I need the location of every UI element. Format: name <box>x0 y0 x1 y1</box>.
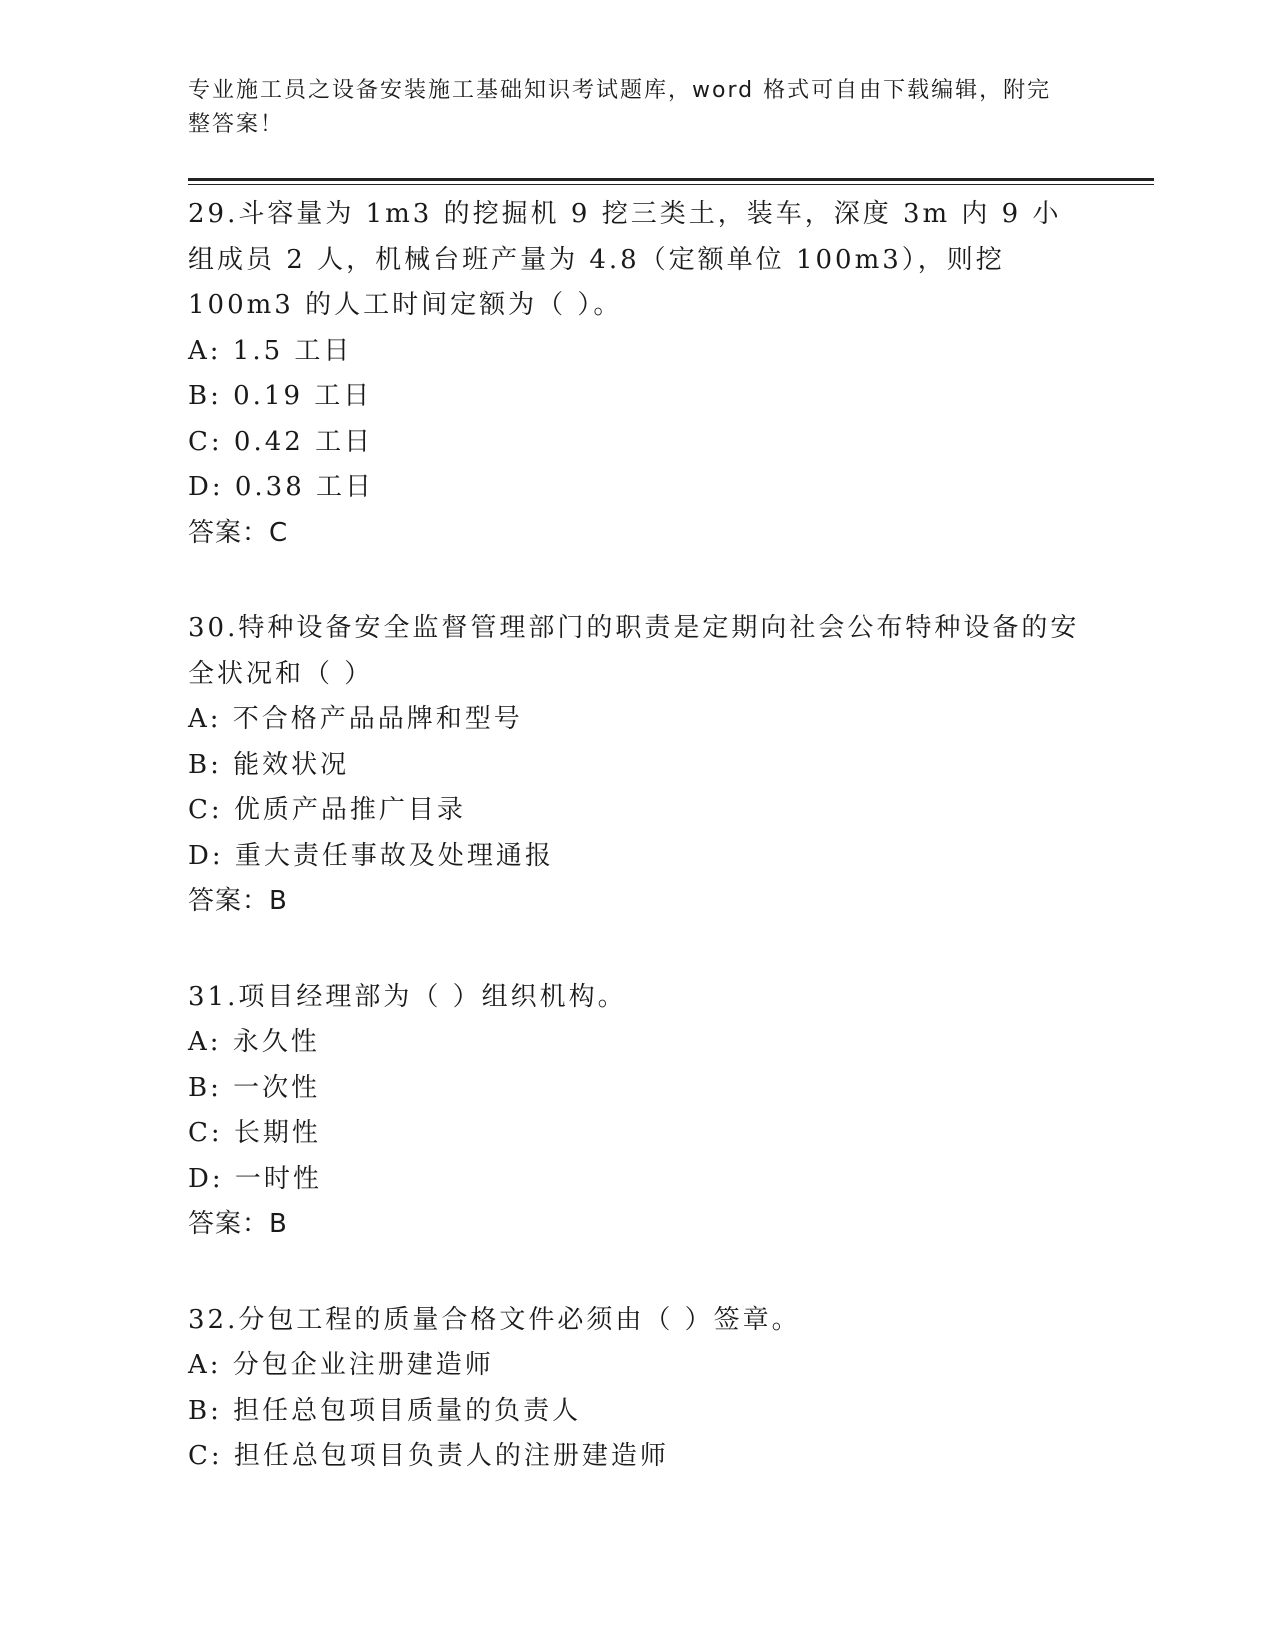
question-text: 29.斗容量为 1m3 的挖掘机 9 挖三类土，装车，深度 3m 内 9 小组成员 2 人，机械台班产量为 4.8（定额单位 100m3），则挖 100m3 的人工时间定额为（ ）。 <box>188 199 1062 320</box>
option-b: B: 能效状况 <box>188 749 350 780</box>
question-31 <box>188 975 1088 1248</box>
option-a: A: 不合格产品品牌和型号 <box>188 704 523 734</box>
question-29 <box>188 192 1088 556</box>
answer-line: 答案：B <box>188 1209 288 1239</box>
document-header: 专业施工员之设备安装施工基础知识考试题库，word 格式可自由下载编辑，附完整答案！ <box>188 78 1052 137</box>
option-a: A: 永久性 <box>188 1027 320 1057</box>
option-a: A: 分包企业注册建造师 <box>188 1350 494 1380</box>
option-d: D: 重大责任事故及处理通报 <box>188 840 554 871</box>
question-30 <box>188 606 1088 925</box>
header-divider <box>188 178 1154 181</box>
question-text: 31.项目经理部为（ ）组织机构。 <box>188 981 627 1012</box>
question-list <box>188 192 1088 1530</box>
option-a: A: 1.5 工日 <box>188 335 353 366</box>
question-text: 30.特种设备安全监督管理部门的职责是定期向社会公布特种设备的安全状况和（ ） <box>188 613 1080 689</box>
answer-line: 答案：C <box>188 517 289 548</box>
option-c: C: 长期性 <box>188 1118 321 1148</box>
question-32 <box>188 1298 1088 1480</box>
answer-line: 答案：B <box>188 886 288 916</box>
option-c: C: 优质产品推广目录 <box>188 795 466 825</box>
option-b: B: 0.19 工日 <box>188 381 373 411</box>
question-text: 32.分包工程的质量合格文件必须由（ ）签章。 <box>188 1304 801 1335</box>
option-d: D: 一时性 <box>188 1163 322 1194</box>
option-d: D: 0.38 工日 <box>188 472 375 502</box>
option-b: B: 一次性 <box>188 1072 321 1103</box>
option-c: C: 0.42 工日 <box>188 426 374 457</box>
header-divider-thin <box>188 184 1154 185</box>
option-b: B: 担任总包项目质量的负责人 <box>188 1395 582 1426</box>
option-c: C: 担任总包项目负责人的注册建造师 <box>188 1441 669 1471</box>
